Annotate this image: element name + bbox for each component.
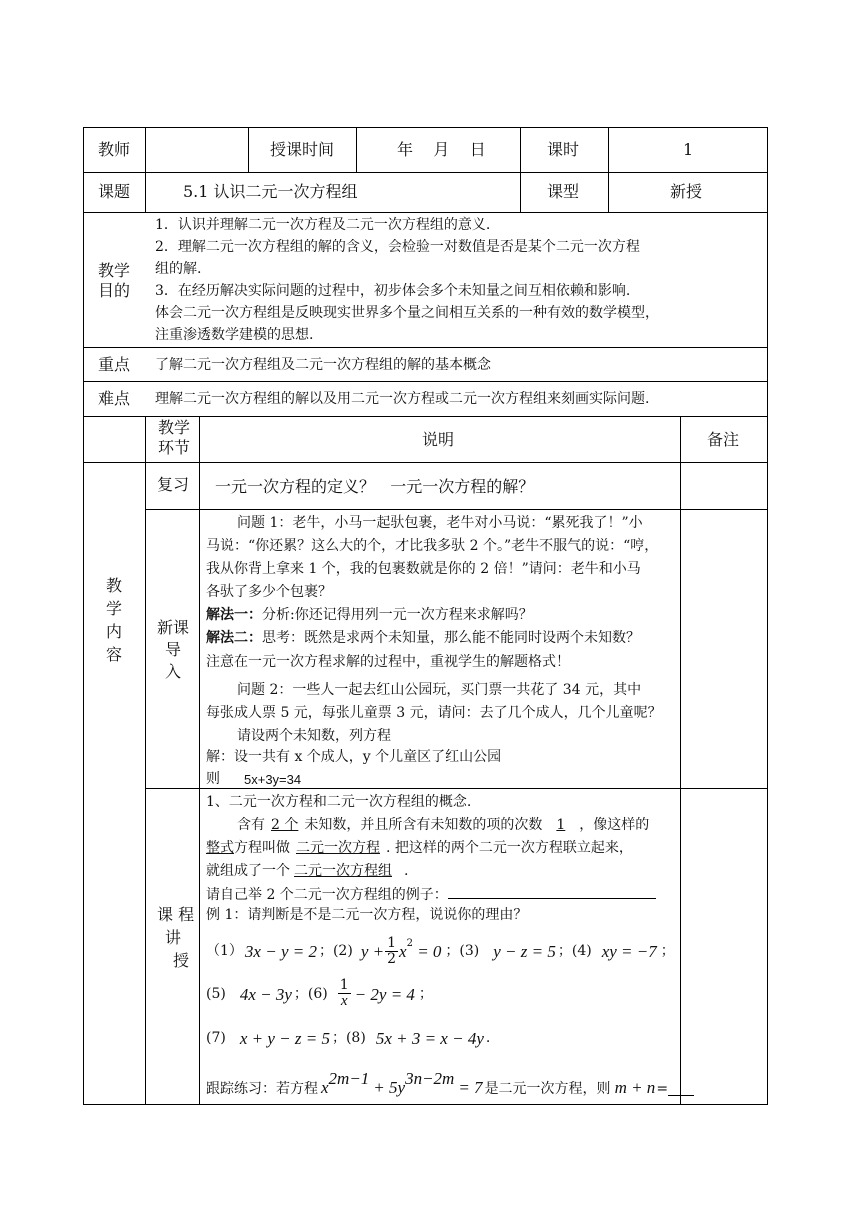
- review-label: 复习: [157, 475, 190, 494]
- lecture-label-1: 课 程: [157, 905, 195, 924]
- blank-count: 2 个: [271, 817, 299, 833]
- time-label: 授课时间: [270, 140, 335, 159]
- type-value: 新授: [670, 182, 703, 201]
- solution: 解：设一共有 x 个成人，y 个儿童区了红山公园: [206, 749, 502, 765]
- teacher-label: 教师: [98, 140, 131, 159]
- blank-integral: 整式: [206, 840, 234, 856]
- goals-label-1: 教学: [98, 261, 131, 280]
- goal-line: 2．理解二元一次方程组的解的含义，会检验一对数值是否是某个二元一次方程: [155, 239, 640, 255]
- blank-degree: 1: [556, 817, 566, 833]
- examples-row-3: (7) x + y − z = 5 ；(8) 5x + 3 = x − 4y .: [206, 1028, 491, 1048]
- difficulty-label: 难点: [98, 389, 131, 408]
- practice: 跟踪练习：若方程 x 2m−1 + 5y 3n−2m = 7 是二元一次方程，则 m + n =: [206, 1070, 694, 1096]
- goal-line: 体会二元一次方程组是反映现实世界多个量之间相互关系的一种有效的数学模型，: [155, 305, 659, 321]
- concept-title: 1、二元一次方程和二元一次方程组的概念.: [206, 794, 472, 810]
- method2: 解法二：思考：既然是求两个未知量，那么能不能同时设两个未知数？: [206, 630, 640, 646]
- method1: 解法一：分析:你还记得用列一元一次方程来求解吗？: [206, 607, 533, 623]
- intro-label-1: 新课: [157, 618, 190, 637]
- lesson-plan-page: 教师 授课时间 年 月 日 课时 1 课题 5.1 认识二元一次方程组 课型 新授 教学 目的 1．认识并理解二元一次方程及二元一次方程组的意义. 2．理解二元一次方程组的解的含义，会检验一对数值是否是某个二元一次方程 组的解. 3．在经历解决实际问题的过程中，初步体会多个未知量之间互相依赖和影响. 体会二元一次方程组是反映现实世界多个量之间相互关系的一种有效的数学模型， 注重渗透数学建模的思想. 重点 了解二元一次方程组及二元一次方程组的解的基本概念 难点 理解二元一次方程组的解以及用二元一次方程或二元一次方程组来刻画实际问题. 教学 环节 说明 备注 教 学 内 容 复习 一元一次方程的定义？ 一元一次方程的解？ 新课 导 入 问题 1：老牛，小马一起驮包裹，老牛对小马说：“累死我了！”小 马说：“你还累？这么大的个，才比我多驮 2 个。”老牛不服气的说：“哼， 我从你背上拿来 1 个，我的包裹数就是你的 2 倍！”请问：老牛和小马 各驮了多少个包裹？ 解法一：分析:你还记得用列一元一次方程来求解吗？ 解法二：思考：既然是求两个未知量，那么能不能同时设两个未知数？ 注意在一元一次方程求解的过程中，重视学生的解题格式！ 问题 2：一些人一起去红山公园玩，买门票一共花了 34 元，其中 每张成人票 5 元，每张儿童票 3 元，请问：去了几个成人，几个儿童呢？ 请设两个未知数，列方程 解：设一共有 x 个成人，y 个儿童区了红山公园 则 5x+3y=34 课 程 讲 授 1、二元一次方程和二元一次方程组的概念. 含有 2 个 未知数，并且所含有未知数的项的次数 1 ，像这样的 整式方程叫做 二元一次方程 . 把这样的两个二元一次方程联立起来， 就组成了一个 二元一次方程组 . 请自己举 2 个二元一次方程组的例子： 例 1：请判断是不是二元一次方程，说说你的理由？ （1） 3x − y = 2 ；(2) y + $\frac{1}{2}$ x $^2$ = 0 ；(3) y − z = 5 ；(4) xy = −7 ； (5) 4x − 3y ；(6) $\frac{1}{x}$ − 2y = 4 ； (7) x + y − z = 5 ；(8) 5x + 3 = x − 4y . 跟踪练习：若方程 x 2m−1 + 5y 3n−2m = 7 是二元一次方程，则 m + n =: [0, 0, 860, 1216]
- desc-header: 说明: [422, 430, 455, 449]
- goal-line: 3．在经历解决实际问题的过程中，初步体会多个未知量之间互相依赖和影响.: [155, 283, 631, 299]
- problem1-line: 各驮了多少个包裹？: [206, 584, 332, 600]
- lecture-label-2: 讲: [165, 928, 182, 947]
- definition-line-3: 就组成了一个 二元一次方程组 .: [206, 863, 409, 879]
- problem1-line: 我从你背上拿来 1 个，我的包裹数就是你的 2 倍！”请问：老牛和小马: [206, 561, 641, 577]
- topic-label: 课题: [98, 182, 131, 201]
- remark-header: 备注: [707, 430, 740, 449]
- goals-label-2: 目的: [98, 281, 131, 300]
- goal-line: 1．认识并理解二元一次方程及二元一次方程组的意义.: [155, 217, 491, 233]
- difficulty-text: 理解二元一次方程组的解以及用二元一次方程或二元一次方程组来刻画实际问题.: [155, 391, 650, 407]
- examples-row-1: （1） 3x − y = 2 ；(2) y + $\frac{1}{2}$ x $^2$ = 0 ；(3) y − z = 5 ；(4) xy = −7 ；: [206, 934, 675, 967]
- time-value: 年 月 日: [397, 140, 486, 159]
- intro-label-2: 导: [165, 640, 182, 659]
- stage-label-2: 环节: [158, 438, 191, 457]
- problem2-line: 问题 2：一些人一起去红山公园玩，买门票一共花了 34 元，其中: [237, 682, 642, 698]
- key-point-label: 重点: [98, 355, 131, 374]
- problem1-line: 问题 1：老牛，小马一起驮包裹，老牛对小马说：“累死我了！”小: [237, 515, 643, 531]
- note: 注意在一元一次方程求解的过程中，重视学生的解题格式！: [206, 654, 570, 670]
- review-text: 一元一次方程的定义？ 一元一次方程的解？: [215, 477, 535, 496]
- practice-answer-line[interactable]: [668, 1083, 694, 1096]
- then-equation: 5x+3y=34: [244, 772, 302, 787]
- goal-line: 注重渗透数学建模的思想.: [155, 327, 314, 343]
- problem2-line: 请设两个未知数，列方程: [237, 728, 391, 744]
- problem2-line: 每张成人票 5 元，每张儿童票 3 元，请问：去了几个成人，几个儿童呢？: [206, 705, 662, 721]
- then-label: 则: [206, 771, 220, 787]
- period-value: 1: [683, 140, 694, 159]
- definition-line-1: 含有 2 个 未知数，并且所含有未知数的项的次数 1 ，像这样的: [237, 817, 650, 833]
- period-label: 课时: [547, 140, 580, 159]
- answer-line[interactable]: [448, 886, 656, 899]
- lecture-label-3: 授: [173, 951, 190, 970]
- type-label: 课型: [547, 182, 580, 201]
- key-point-text: 了解二元一次方程组及二元一次方程组的解的基本概念: [155, 357, 491, 373]
- stage-label-1: 教学: [158, 418, 191, 437]
- problem1-line: 马说：“你还累？这么大的个，才比我多驮 2 个。”老牛不服气的说：“哼，: [206, 538, 659, 554]
- examples-row-2: (5) 4x − 3y ；(6) $\frac{1}{x}$ − 2y = 4 ；: [206, 977, 433, 1009]
- example-1: 例 1：请判断是不是二元一次方程，说说你的理由？: [206, 907, 528, 923]
- definition-line-2: 整式方程叫做 二元一次方程 . 把这样的两个二元一次方程联立起来，: [206, 840, 633, 856]
- self-example: 请自己举 2 个二元一次方程组的例子：: [206, 886, 656, 902]
- blank-equation: 二元一次方程: [296, 840, 380, 856]
- goal-line: 组的解.: [155, 261, 202, 277]
- topic-value: 5.1 认识二元一次方程组: [183, 182, 358, 201]
- blank-system: 二元一次方程组: [294, 863, 392, 879]
- intro-label-3: 入: [165, 662, 182, 681]
